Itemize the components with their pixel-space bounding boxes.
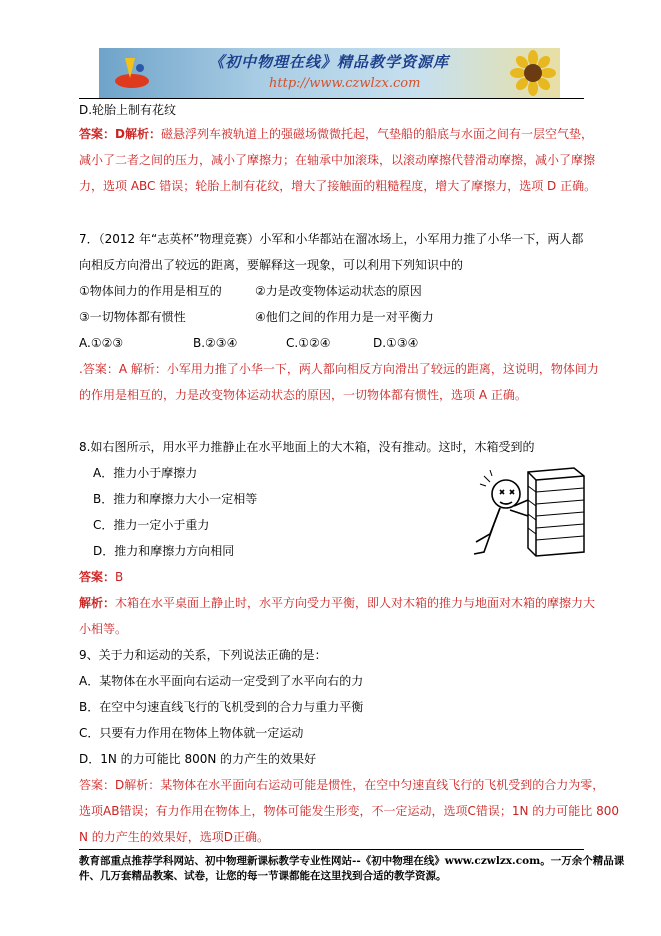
- sunflower-icon: [510, 50, 556, 96]
- q6-answer-line-1: [79, 127, 593, 141]
- q7-choice-c: C.①②④: [286, 336, 331, 350]
- q7-stem-2: 向相反方向滑出了较远的距离，要解释这一现象，可以利用下列知识中的: [79, 258, 464, 272]
- q8-answer: [79, 570, 123, 584]
- header-rule: [79, 98, 584, 99]
- q8-answer-value: B: [115, 570, 124, 584]
- q9-answer-2: 选项AB错误；有力作用在物体上，物体可能发生形变，不一定运动，选项C错误；1N 的力可能比 800: [79, 804, 619, 818]
- q6-analysis-2: 减小了二者之间的压力，减小了摩擦力；在轴承中加滚珠，以滚动摩擦代替滑动摩擦，减小了摩擦: [79, 153, 596, 167]
- q8-stem: 8.如右图所示，用水平力推静止在水平地面上的大木箱，没有推动。这时，木箱受到的: [79, 440, 535, 454]
- q8-option-d: D．推力和摩擦力方向相同: [93, 544, 235, 558]
- site-logo-icon: [113, 54, 151, 92]
- q6-option-d: D.轮胎上制有花纹: [79, 103, 177, 117]
- q6-analysis-3: 力，选项 ABC 错误；轮胎上制有花纹，增大了接触面的粗糙程度，增大了摩擦力，选项 D 正确。: [79, 179, 597, 193]
- q8-analysis-text-1: 木箱在水平桌面上静止时，水平方向受力平衡，即人对木箱的推力与地面对木箱的摩擦力大: [115, 596, 596, 610]
- q7-item-3: ③一切物体都有惯性: [79, 310, 186, 324]
- q8-option-a: A．推力小于摩擦力: [93, 466, 198, 480]
- q8-analysis-1: [79, 596, 595, 610]
- q7-item-1: ①物体间力的作用是相互的: [79, 284, 222, 298]
- banner-url[interactable]: http://www.czwlzx.com: [269, 76, 421, 91]
- q7-stem-1: 7．（2012 年“志英杯”物理竞赛）小军和小华都站在溜冰场上，小军用力推了小华一下，两人都: [79, 232, 584, 246]
- q9-answer-3: N 的力产生的效果好，选项D正确。: [79, 830, 270, 844]
- q9-option-b: B．在空中匀速直线飞行的飞机受到的合力与重力平衡: [79, 700, 364, 714]
- q6-analysis-1: 磁悬浮列车被轨道上的强磁场微微托起，气垫船的船底与水面之间有一层空气垫，: [160, 127, 593, 141]
- person-pushing-crate-illustration: [470, 460, 588, 560]
- q9-stem: 9、关于力和运动的关系，下列说法正确的是：: [79, 648, 327, 662]
- q9-option-d: D．1N 的力可能比 800N 的力产生的效果好: [79, 752, 317, 766]
- header-banner: [99, 48, 560, 98]
- q8-answer-label: 答案：: [79, 570, 116, 584]
- q7-choice-d: D.①③④: [373, 336, 419, 350]
- q8-analysis-2: 小相等。: [79, 622, 128, 636]
- q9-answer-1: 答案：D解析：某物体在水平面向右运动可能是惯性，在空中匀速直线飞行的飞机受到的合力为零，: [79, 778, 605, 792]
- q7-choice-a: A.①②③: [79, 336, 124, 350]
- footer-line-1: 教育部重点推荐学科网站、初中物理新课标教学专业性网站--《初中物理在线》www.czwlzx.com。一万余个精品课: [79, 855, 625, 867]
- q6-answer-label: 答案：D解析：: [79, 127, 161, 141]
- q9-option-a: A．某物体在水平面向右运动一定受到了水平向右的力: [79, 674, 364, 688]
- q8-option-c: C．推力一定小于重力: [93, 518, 210, 532]
- footer-line-2: 件、几万套精品教案、试卷，让您的每一节课都能在这里找到合适的教学资源。: [79, 870, 447, 882]
- q7-answer-1: .答案：A 解析：小军用力推了小华一下，两人都向相反方向滑出了较远的距离，这说明，物体间力: [79, 362, 599, 376]
- footer-rule: [79, 849, 584, 850]
- banner-title: 《初中物理在线》精品教学资源库: [209, 53, 450, 71]
- q8-analysis-label: 解析：: [79, 596, 116, 610]
- q9-option-c: C．只要有力作用在物体上物体就一定运动: [79, 726, 304, 740]
- q7-choice-b: B.②③④: [193, 336, 238, 350]
- q7-item-2: ②力是改变物体运动状态的原因: [255, 284, 422, 298]
- q7-answer-2: 的作用是相互的，力是改变物体运动状态的原因，一切物体都有惯性，选项 A 正确。: [79, 388, 527, 402]
- q7-item-4: ④他们之间的作用力是一对平衡力: [255, 310, 434, 324]
- q8-option-b: B．推力和摩擦力大小一定相等: [93, 492, 258, 506]
